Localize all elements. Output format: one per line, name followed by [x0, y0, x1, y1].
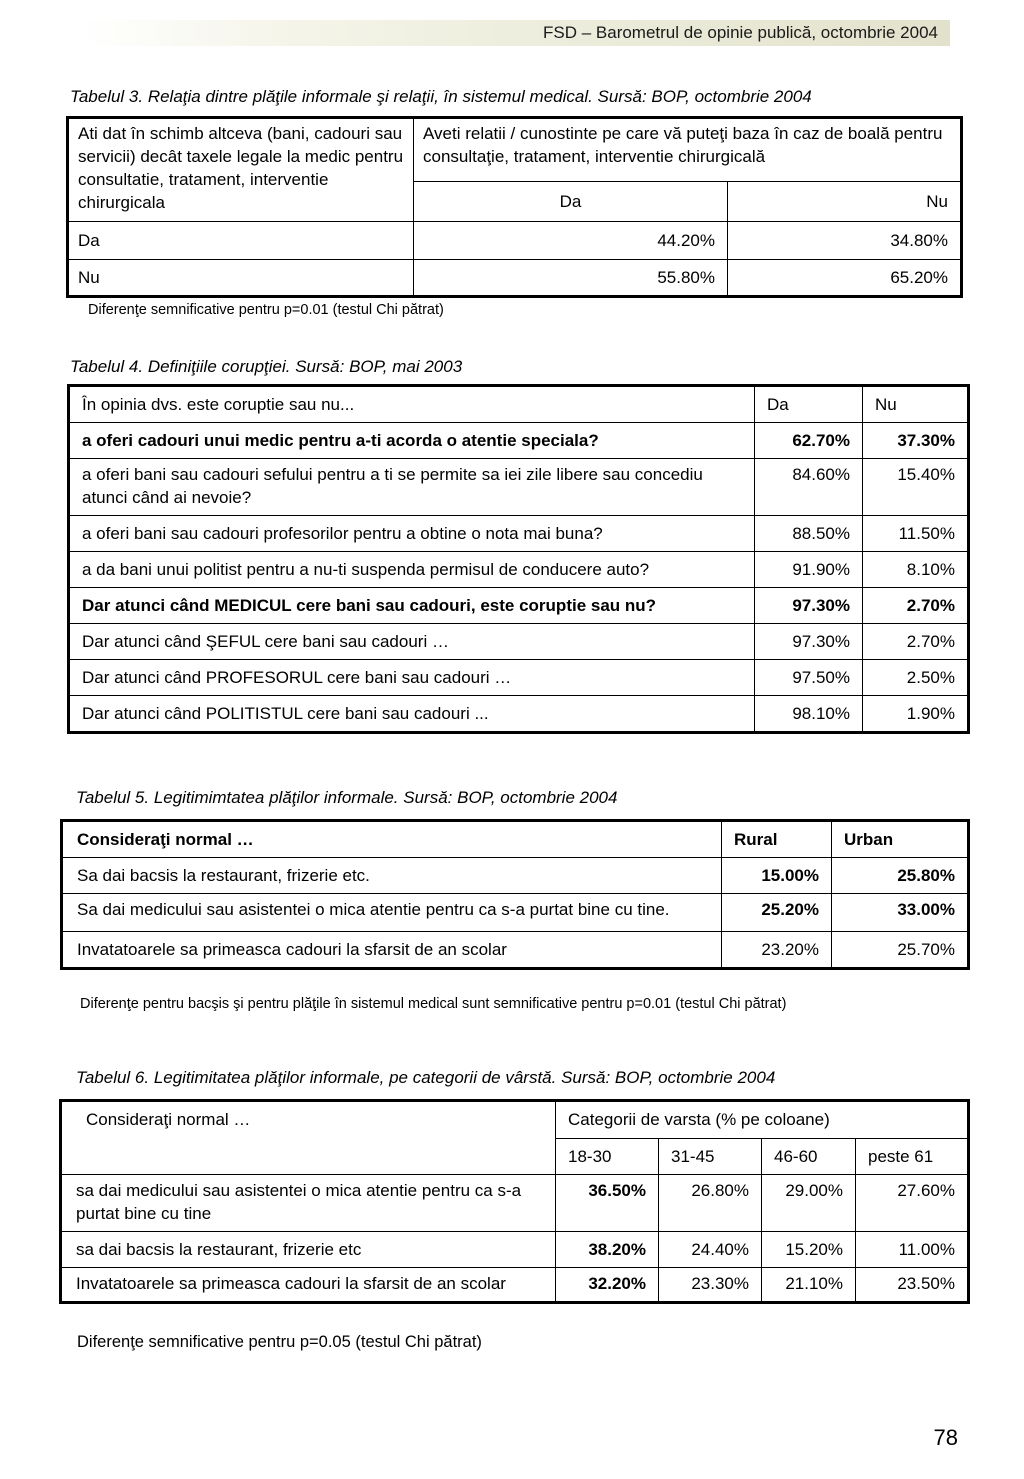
cell-18-30: 36.50%	[556, 1175, 659, 1232]
table4-header-da: Da	[755, 386, 863, 423]
table6-header-label: Consideraţi normal …	[61, 1101, 556, 1175]
age-group-31-45: 31-45	[659, 1139, 762, 1175]
cell-31-45: 24.40%	[659, 1232, 762, 1268]
cell-nu: 15.40%	[863, 459, 969, 516]
row-label: sa dai bacsis la restaurant, frizerie etc	[61, 1232, 556, 1268]
cell-da: 55.80%	[414, 260, 728, 297]
row-label: Da	[68, 222, 414, 260]
cell-nu: 34.80%	[728, 222, 962, 260]
table3-note: Diferenţe semnificative pentru p=0.01 (testul Chi pătrat)	[88, 302, 444, 318]
cell-46-60: 29.00%	[762, 1175, 856, 1232]
cell-18-30: 38.20%	[556, 1232, 659, 1268]
cell-da: 97.30%	[755, 624, 863, 660]
row-label: Invatatoarele sa primeasca cadouri la sfarsit de an scolar	[61, 1268, 556, 1303]
table6-caption: Tabelul 6. Legitimitatea plăţilor informale, pe categorii de vârstă. Sursă: BOP, octombrie 2004	[76, 1068, 776, 1087]
cell-31-45: 23.30%	[659, 1268, 762, 1303]
table-row	[69, 516, 969, 552]
cell-da: 84.60%	[755, 459, 863, 516]
cell-urban: 33.00%	[832, 894, 969, 932]
table-row	[69, 624, 969, 660]
table3-caption: Tabelul 3. Relaţia dintre plăţile informale şi relaţii, în sistemul medical. Sursă: BOP, octombrie 2004	[70, 87, 812, 106]
table5-caption: Tabelul 5. Legitimimtatea plăţilor informale. Sursă: BOP, octombrie 2004	[76, 788, 618, 807]
running-header: FSD – Barometrul de opinie publică, octombrie 2004	[543, 23, 938, 42]
cell-urban: 25.70%	[832, 932, 969, 969]
row-question: a da bani unui politist pentru a nu-ti suspenda permisul de conducere auto?	[69, 552, 755, 588]
cell-urban: 25.80%	[832, 858, 969, 894]
table-row	[62, 932, 969, 969]
table4	[67, 384, 970, 734]
table-row	[61, 1232, 969, 1268]
row-question: a oferi cadouri unui medic pentru a-ti acorda o atentie speciala?	[69, 423, 755, 459]
age-group-18-30: 18-30	[556, 1139, 659, 1175]
row-question: Dar atunci când POLITISTUL cere bani sau cadouri ...	[69, 696, 755, 733]
row-question: Dar atunci când PROFESORUL cere bani sau cadouri …	[69, 660, 755, 696]
row-question: Dar atunci când ŞEFUL cere bani sau cadouri …	[69, 624, 755, 660]
table3-col-da: Da	[414, 182, 728, 222]
table6-header-row	[61, 1101, 969, 1139]
row-question: Dar atunci când MEDICUL cere bani sau cadouri, este coruptie sau nu?	[69, 588, 755, 624]
table6	[59, 1099, 970, 1304]
cell-da: 97.30%	[755, 588, 863, 624]
table3-col-header: Aveti relatii / cunostinte pe care vă puteţi baza în caz de boală pentru consultaţie, tratament, interventie chirurgicală	[414, 118, 962, 182]
cell-da: 62.70%	[755, 423, 863, 459]
table-row	[61, 1175, 969, 1232]
cell-nu: 2.70%	[863, 588, 969, 624]
table5	[60, 819, 970, 970]
row-label: Sa dai bacsis la restaurant, frizerie etc.	[62, 858, 722, 894]
page-number: 78	[933, 1425, 958, 1450]
table5-note: Diferenţe pentru bacşis şi pentru plăţile în sistemul medical sunt semnificative pentru p=0.01 (testul Chi pătrat)	[80, 996, 787, 1012]
table5-header-row	[62, 821, 969, 858]
row-question: a oferi bani sau cadouri sefului pentru a ti se permite sa iei zile libere sau concediu atunci când ai nevoie?	[69, 459, 755, 516]
cell-da: 44.20%	[414, 222, 728, 260]
table-row	[68, 260, 962, 297]
table3-col-nu: Nu	[728, 182, 962, 222]
cell-rural: 23.20%	[722, 932, 832, 969]
row-label: Sa dai medicului sau asistentei o mica atentie pentru ca s-a purtat bine cu tine.	[62, 894, 722, 932]
cell-nu: 65.20%	[728, 260, 962, 297]
row-label: Invatatoarele sa primeasca cadouri la sfarsit de an scolar	[62, 932, 722, 969]
cell-18-30: 32.20%	[556, 1268, 659, 1303]
cell-nu: 2.50%	[863, 660, 969, 696]
cell-46-60: 21.10%	[762, 1268, 856, 1303]
row-label: Nu	[68, 260, 414, 297]
cell-61-plus: 11.00%	[856, 1232, 969, 1268]
age-group-46-60: 46-60	[762, 1139, 856, 1175]
cell-rural: 15.00%	[722, 858, 832, 894]
age-group-61-plus: peste 61	[856, 1139, 969, 1175]
table5-header-rural: Rural	[722, 821, 832, 858]
cell-da: 97.50%	[755, 660, 863, 696]
table5-header-urban: Urban	[832, 821, 969, 858]
table-row	[69, 660, 969, 696]
cell-46-60: 15.20%	[762, 1232, 856, 1268]
table-row	[69, 588, 969, 624]
table-row	[62, 858, 969, 894]
table6-note: Diferenţe semnificative pentru p=0.05 (testul Chi pătrat)	[77, 1333, 482, 1351]
table3-row-header: Ati dat în schimb altceva (bani, cadouri sau servicii) decât taxele legale la medic pentru consultatie, tratament, interventie chirurgicala	[68, 118, 414, 222]
cell-da: 98.10%	[755, 696, 863, 733]
cell-61-plus: 27.60%	[856, 1175, 969, 1232]
cell-nu: 1.90%	[863, 696, 969, 733]
row-question: a oferi bani sau cadouri profesorilor pentru a obtine o nota mai buna?	[69, 516, 755, 552]
table-row	[68, 222, 962, 260]
table-row	[69, 696, 969, 733]
table4-header-row	[69, 386, 969, 423]
cell-61-plus: 23.50%	[856, 1268, 969, 1303]
table-row	[69, 459, 969, 516]
table-row	[61, 1268, 969, 1303]
row-label: sa dai medicului sau asistentei o mica atentie pentru ca s-a purtat bine cu tine	[61, 1175, 556, 1232]
table4-header-nu: Nu	[863, 386, 969, 423]
table5-header-label: Consideraţi normal …	[62, 821, 722, 858]
cell-31-45: 26.80%	[659, 1175, 762, 1232]
table4-header-question: În opinia dvs. este coruptie sau nu...	[69, 386, 755, 423]
table3-header-row	[68, 118, 962, 182]
cell-nu: 37.30%	[863, 423, 969, 459]
table-row	[69, 552, 969, 588]
cell-da: 88.50%	[755, 516, 863, 552]
cell-nu: 8.10%	[863, 552, 969, 588]
cell-da: 91.90%	[755, 552, 863, 588]
cell-nu: 11.50%	[863, 516, 969, 552]
table6-header-group: Categorii de varsta (% pe coloane)	[556, 1101, 969, 1139]
table3	[66, 116, 963, 298]
cell-rural: 25.20%	[722, 894, 832, 932]
cell-nu: 2.70%	[863, 624, 969, 660]
table-row	[62, 894, 969, 932]
table4-caption: Tabelul 4. Definiţiile corupţiei. Sursă: BOP, mai 2003	[70, 357, 463, 376]
table-row	[69, 423, 969, 459]
